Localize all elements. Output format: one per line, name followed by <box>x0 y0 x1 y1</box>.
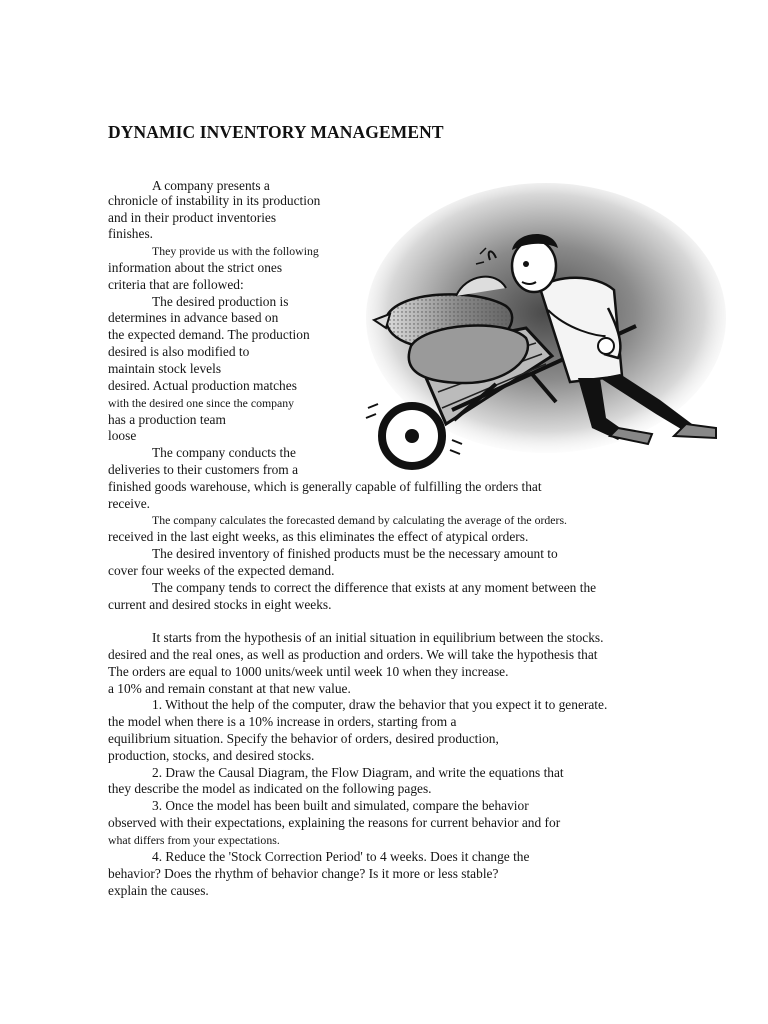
text-line: has a production team <box>108 412 226 427</box>
text-line: observed with their expectations, explaining the reasons for current behavior and for <box>108 815 561 830</box>
text-line: The desired production is <box>152 294 289 309</box>
text-line: explain the causes. <box>108 883 209 898</box>
text-line: determines in advance based on <box>108 310 279 325</box>
text-line: what differs from your expectations. <box>108 833 280 847</box>
text-line: current and desired stocks in eight weeks. <box>108 597 332 612</box>
text-line: The company calculates the forecasted demand by calculating the average of the orders. <box>152 513 567 527</box>
text-line: chronicle of instability in its production <box>108 193 321 208</box>
text-line: the expected demand. The production <box>108 327 310 342</box>
text-line: maintain stock levels <box>108 361 222 376</box>
text-line: The company tends to correct the difference that exists at any moment between the <box>152 580 597 595</box>
text-line: a 10% and remain constant at that new value. <box>108 681 351 696</box>
text-line: behavior? Does the rhythm of behavior change? Is it more or less stable? <box>108 866 499 881</box>
text-line: desired and the real ones, as well as production and orders. We will take the hypothesis that <box>108 647 598 662</box>
text-line: cover four weeks of the expected demand. <box>108 563 335 578</box>
man-pushing-wheelbarrow-with-sacks-icon <box>356 178 728 478</box>
text-line: desired is also modified to <box>108 344 250 359</box>
text-line: with the desired one since the company <box>108 396 295 410</box>
text-line: The company conducts the <box>152 445 296 460</box>
text-line: 2. Draw the Causal Diagram, the Flow Diagram, and write the equations that <box>152 765 564 780</box>
document-title: DYNAMIC INVENTORY MANAGEMENT <box>108 122 444 142</box>
text-line: desired. Actual production matches <box>108 378 297 393</box>
text-line: 1. Without the help of the computer, draw the behavior that you expect it to generate. <box>152 697 608 712</box>
text-line: criteria that are followed: <box>108 277 244 292</box>
text-line: finished goods warehouse, which is generally capable of fulfilling the orders that <box>108 479 542 494</box>
text-line: A company presents a <box>152 178 270 193</box>
text-line: they describe the model as indicated on the following pages. <box>108 781 432 796</box>
text-line: The orders are equal to 1000 units/week until week 10 when they increase. <box>108 664 509 679</box>
text-line: the model when there is a 10% increase in orders, starting from a <box>108 714 457 729</box>
text-line: They provide us with the following <box>152 244 319 258</box>
text-line: deliveries to their customers from a <box>108 462 299 477</box>
text-line: equilibrium situation. Specify the behavior of orders, desired production, <box>108 731 499 746</box>
text-line: received in the last eight weeks, as this eliminates the effect of atypical orders. <box>108 529 529 544</box>
text-line: and in their product inventories <box>108 210 277 225</box>
text-line: 3. Once the model has been built and simulated, compare the behavior <box>152 798 529 813</box>
text-line: information about the strict ones <box>108 260 283 275</box>
text-line: The desired inventory of finished products must be the necessary amount to <box>152 546 558 561</box>
text-line: finishes. <box>108 226 154 241</box>
text-line: receive. <box>108 496 150 511</box>
text-line: It starts from the hypothesis of an initial situation in equilibrium between the stocks. <box>152 630 604 645</box>
text-line: 4. Reduce the 'Stock Correction Period' to 4 weeks. Does it change the <box>152 849 530 864</box>
text-line: production, stocks, and desired stocks. <box>108 748 315 763</box>
text-line: loose <box>108 428 137 443</box>
